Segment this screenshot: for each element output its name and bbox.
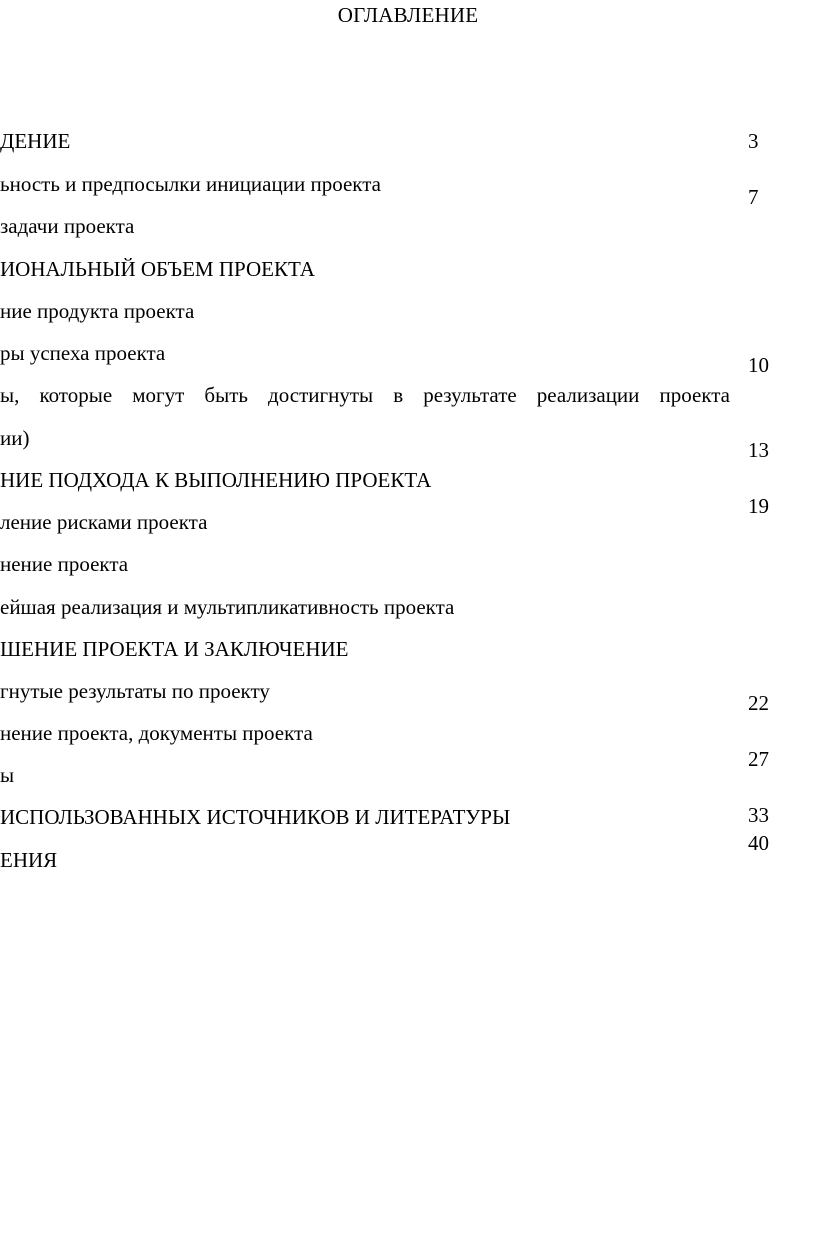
page-number: 22 (748, 691, 769, 715)
toc-entry-completion: ШЕНИЕ ПРОЕКТА И ЗАКЛЮЧЕНИЕ (0, 637, 349, 661)
page-number: 13 (748, 438, 769, 462)
toc-entry-execution: нение проекта (0, 552, 129, 576)
toc-entry-expected-effects: ы, которые могут быть достигнуты в результате реализации проекта (0, 383, 730, 407)
page-number: 33 (748, 803, 769, 827)
toc-entry-success-criteria: ры успеха проекта (0, 341, 166, 365)
toc-entry-product-description: ние продукта проекта (0, 299, 195, 323)
toc-entry-functional-scope: ИОНАЛЬНЫЙ ОБЪЕМ ПРОЕКТА (0, 257, 315, 281)
toc-entry-risk-management: ление рисками проекта (0, 510, 208, 534)
toc-entry-relevance: ьность и предпосылки инициации проекта (0, 172, 381, 196)
toc-entry-results: гнутые результаты по проекту (0, 679, 270, 703)
toc-entry-appendices: ЕНИЯ (0, 848, 58, 872)
toc-entry-documents: нение проекта, документы проекта (0, 721, 313, 745)
page-number: 40 (748, 831, 769, 855)
page-title: ОГЛАВЛЕНИЕ (337, 3, 479, 27)
toc-entry-expected-effects-cont: ии) (0, 426, 30, 450)
toc-entry-conclusions: ы (0, 763, 15, 787)
toc-entry-introduction: ДЕНИЕ (0, 129, 71, 153)
toc-entry-references: ИСПОЛЬЗОВАННЫХ ИСТОЧНИКОВ И ЛИТЕРАТУРЫ (0, 805, 511, 829)
page-number: 7 (748, 185, 759, 209)
toc-entry-goals-tasks: задачи проекта (0, 214, 135, 238)
toc-entry-further-implementation: ейшая реализация и мультипликативность проекта (0, 595, 455, 619)
page-number: 19 (748, 494, 769, 518)
page-number: 27 (748, 747, 769, 771)
page-number: 10 (748, 353, 769, 377)
toc-entry-approach: НИЕ ПОДХОДА К ВЫПОЛНЕНИЮ ПРОЕКТА (0, 468, 432, 492)
page-number: 3 (748, 129, 759, 153)
